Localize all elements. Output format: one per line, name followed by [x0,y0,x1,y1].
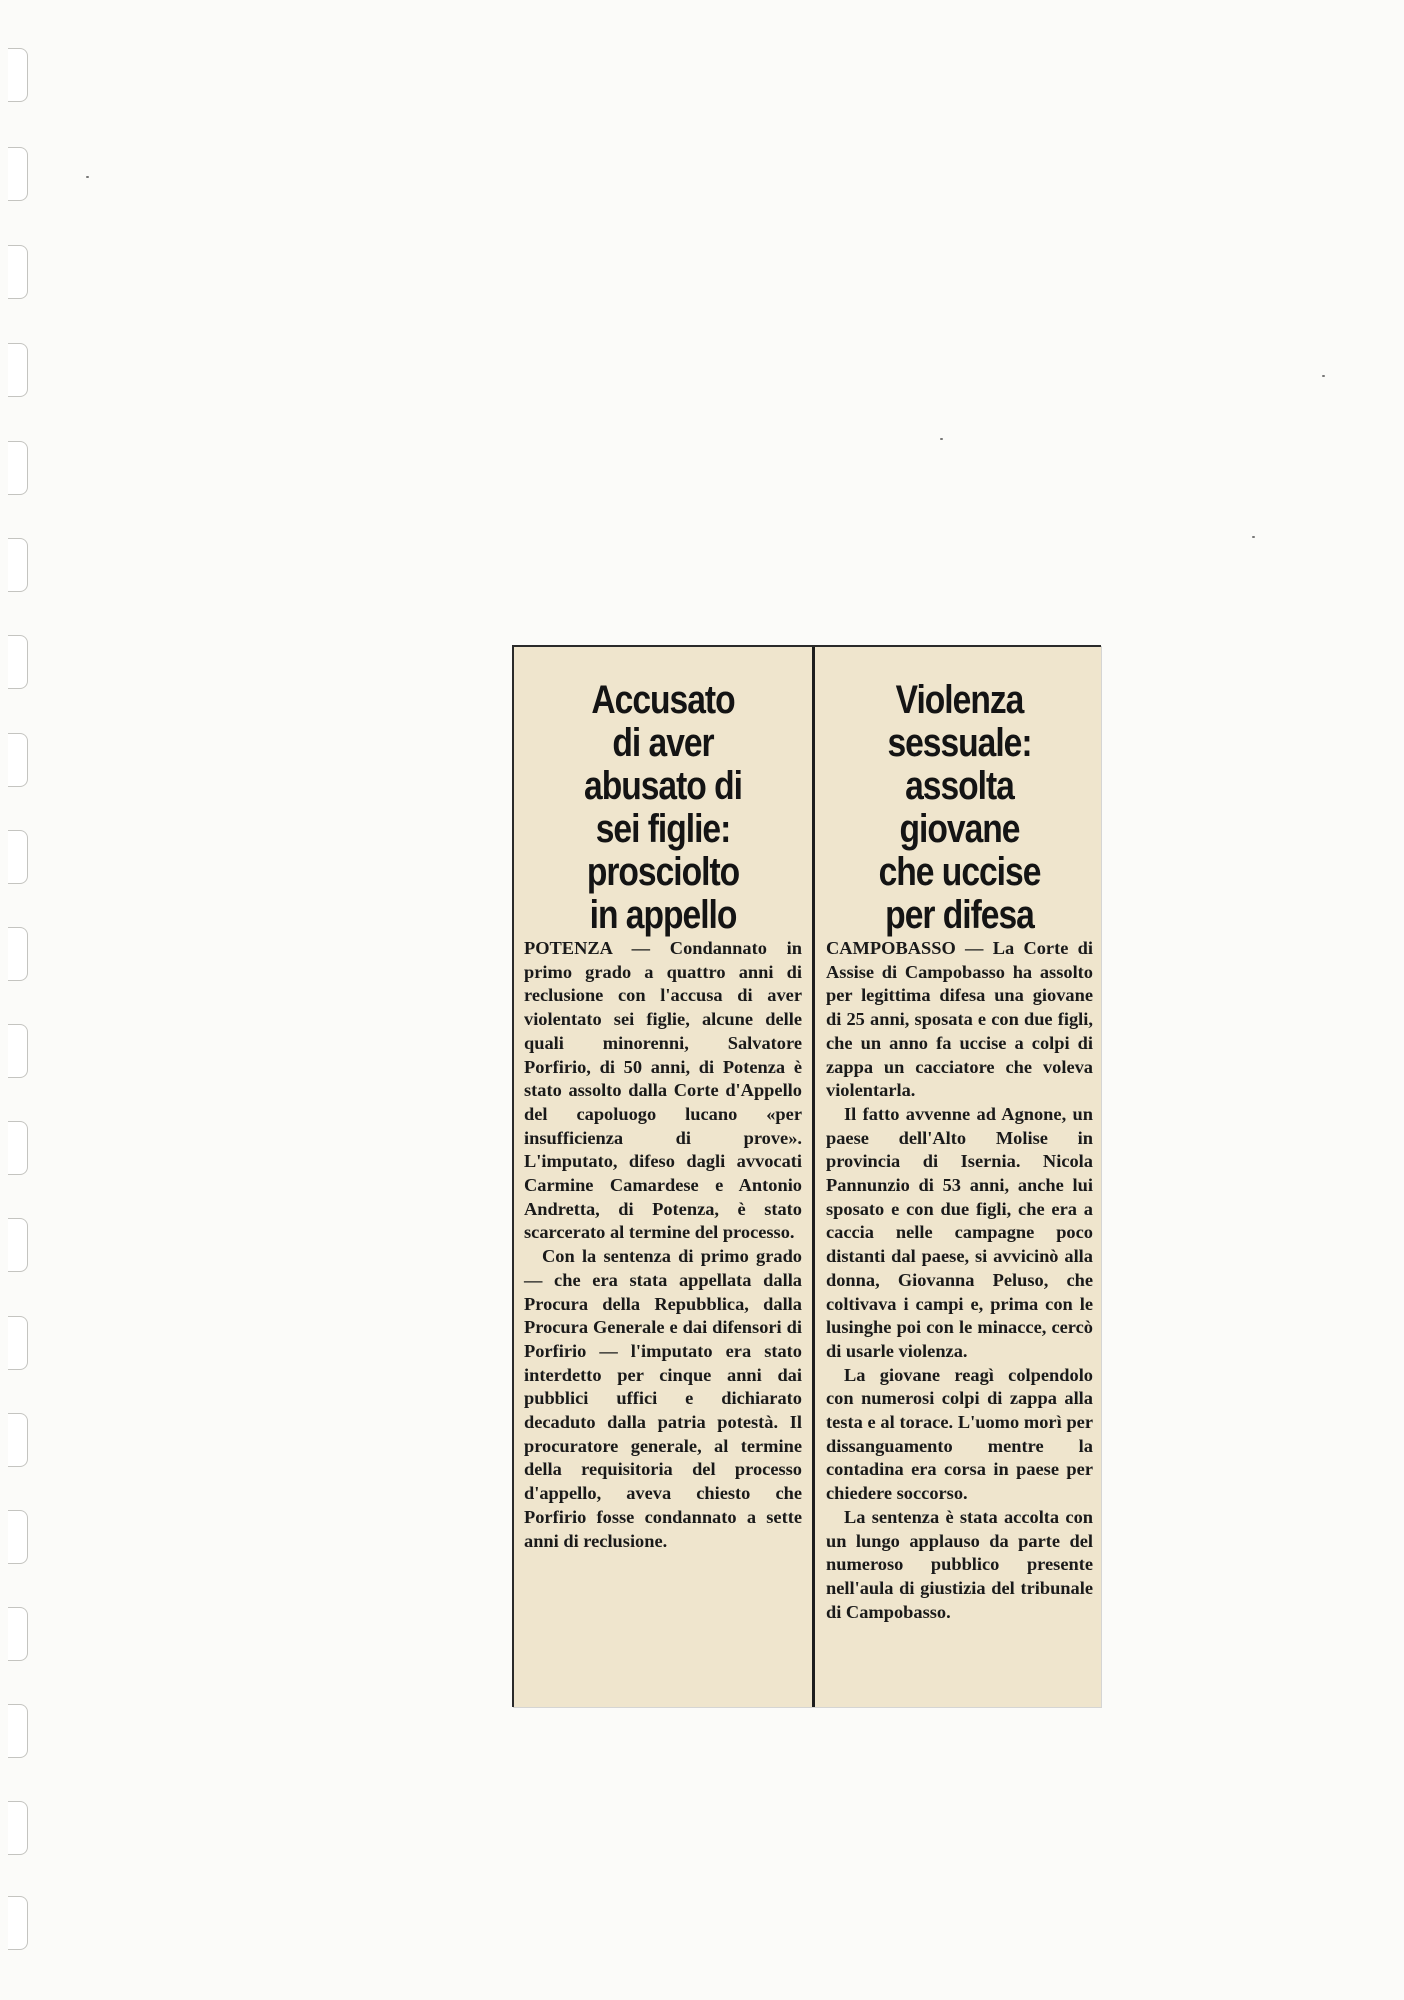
punch-hole [8,635,28,689]
article-paragraph: Con la sentenza di primo grado — che era stata appellata dalla Procura della Repubblica, dalla Procura Generale e dai difensori di Porfirio — l'imputato era stato interdetto per cinque anni dai pubblici uffici e dichiarato decaduto dalla patria potestà. Il procuratore generale, al termine della requisitoria del processo d'appello, aveva chiesto che Porfirio fosse condannato a sette anni di reclusione. [524,1246,802,1551]
punch-hole [8,1510,28,1564]
punch-hole [8,245,28,299]
article-paragraph: CAMPOBASSO — La Corte di Assise di Campobasso ha assolto per legittima difesa una giovane di 25 anni, sposata e con due figli, che un anno fa uccise a colpi di zappa un cacciatore che voleva violentarla. [826,938,1093,1101]
right-article-body [826,937,1093,1624]
headline-line: che uccise [878,850,1041,894]
punch-hole [8,1896,28,1950]
newspaper-clipping [512,645,1101,1707]
headline-line: sei figlie: [595,807,731,851]
punch-hole [8,1704,28,1758]
punch-hole [8,1801,28,1855]
punch-hole [8,1607,28,1661]
left-headline [546,679,780,937]
punch-hole [8,1316,28,1370]
punch-hole [8,538,28,592]
punch-hole [8,1413,28,1467]
punch-hole [8,1218,28,1272]
article-paragraph: Il fatto avvenne ad Agnone, un paese dell'Alto Molise in provincia di Isernia. Nicola Pannunzio di 53 anni, anche lui sposato e con due figli, che era a caccia nelle campagne poco distanti dal paese, si avvicinò alla donna, Giovanna Peluso, che coltivava i campi e, prima con le lusinghe poi con le minacce, cercò di usarle violenza. [826,1103,1093,1361]
headline-line: giovane [899,807,1020,851]
punch-hole [8,147,28,201]
dust-speck [940,438,943,440]
punch-hole [8,830,28,884]
punch-hole [8,1121,28,1175]
left-article-body [524,937,802,1553]
punch-hole [8,48,28,102]
dust-speck [1322,375,1325,377]
binder-holes [0,0,40,2000]
headline-line: prosciolto [586,850,740,894]
headline-line: assolta [905,764,1014,808]
punch-hole [8,927,28,981]
headline-line: abusato di [584,764,742,808]
column-divider [812,647,815,1707]
headline-line: in appello [589,893,737,937]
headline-line: sessuale: [887,721,1032,765]
headline-line: di aver [612,721,714,765]
right-headline [847,679,1071,937]
headline-line: per difesa [885,893,1034,937]
headline-line: Accusato [591,678,735,722]
article-paragraph: POTENZA — Condannato in primo grado a quattro anni di reclusione con l'accusa di aver violentato sei figlie, alcune delle quali minorenni, Salvatore Porfirio, di 50 anni, di Potenza è stato assolto dalla Corte d'Appello del capoluogo lucano «per insufficienza di prove». L'imputato, difeso dagli avvocati Carmine Camardese e Antonio Andretta, di Potenza, è stato scarcerato al termine del processo. [524,938,802,1243]
dust-speck [1252,536,1255,538]
punch-hole [8,733,28,787]
article-paragraph: La giovane reagì colpendolo con numerosi colpi di zappa alla testa e al torace. L'uomo morì per dissanguamento mentre la contadina era corsa in paese per chiedere soccorso. [826,1364,1093,1504]
article-paragraph: La sentenza è stata accolta con un lungo applauso da parte del numeroso pubblico presente nell'aula di giustizia del tribunale di Campobasso. [826,1506,1093,1622]
punch-hole [8,343,28,397]
left-article [514,647,812,1707]
punch-hole [8,1024,28,1078]
punch-hole [8,441,28,495]
right-article [816,647,1101,1707]
headline-line: Violenza [895,678,1024,722]
dust-speck [86,176,89,178]
